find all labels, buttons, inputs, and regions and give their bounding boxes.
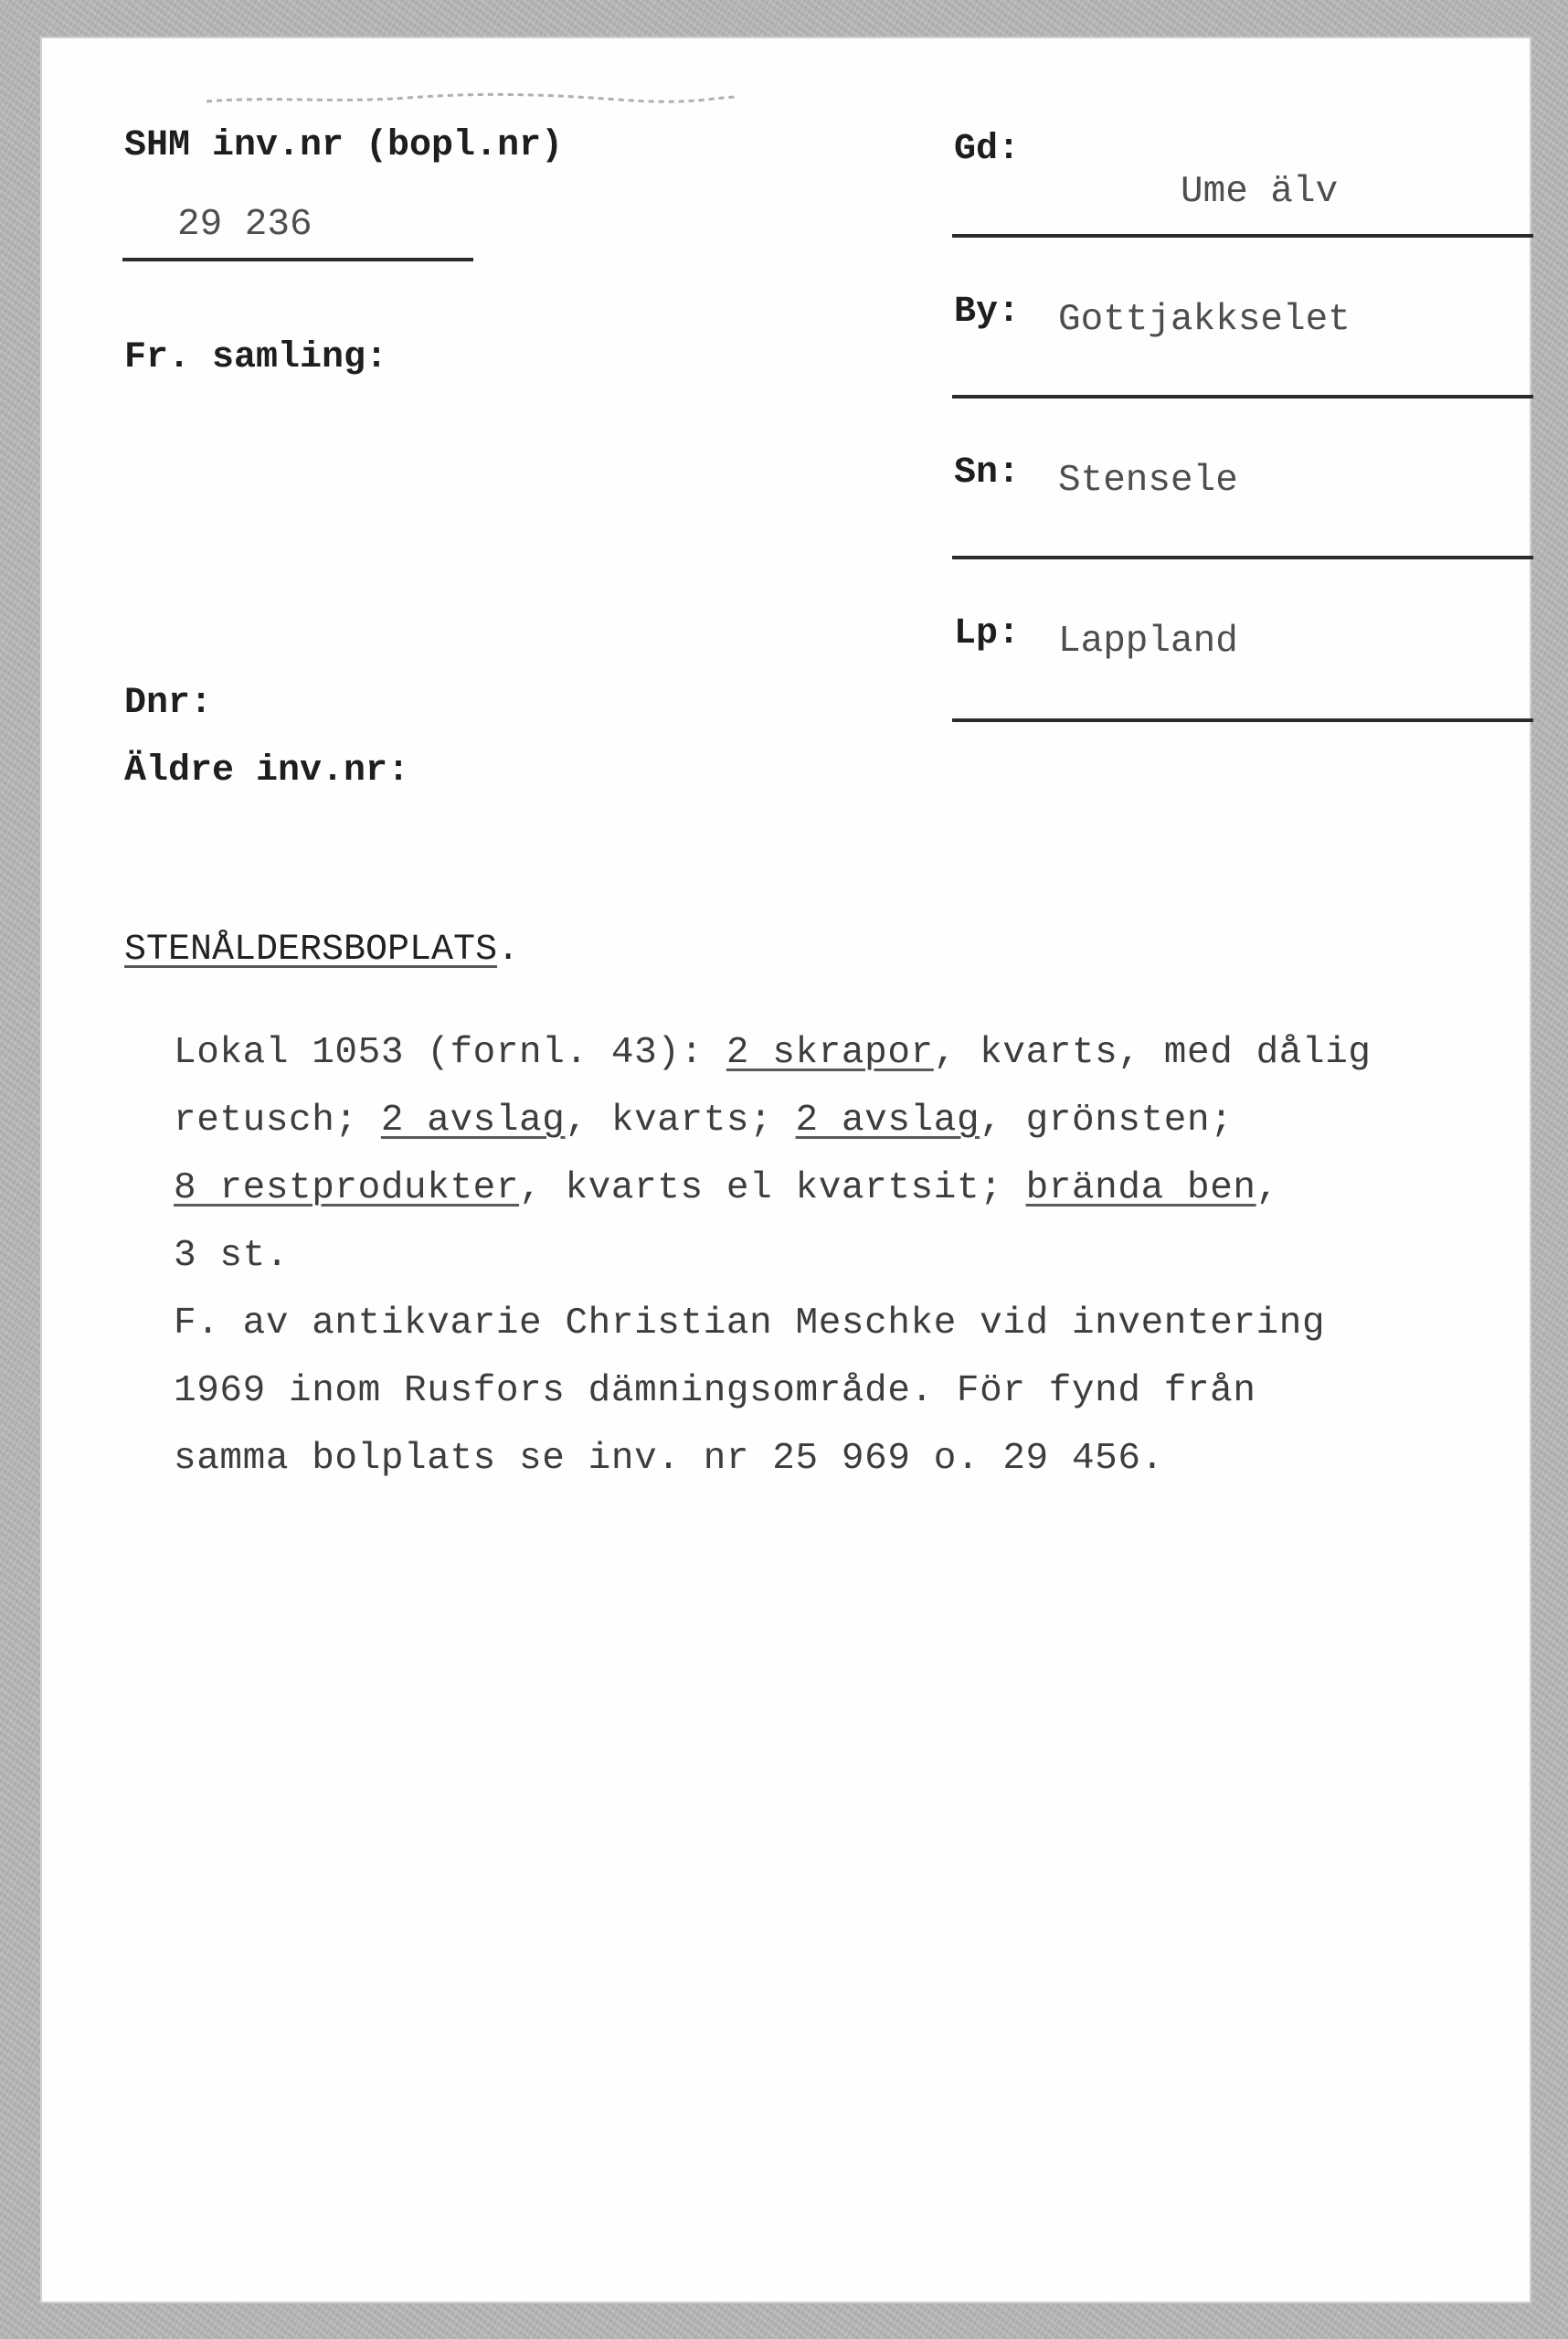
sn-rule: [952, 556, 1533, 559]
body-line-7: samma bolplats se inv. nr 25 969 o. 29 456.: [174, 1438, 1164, 1480]
body-line-1: [174, 1032, 1372, 1074]
lp-label: Lp:: [954, 613, 1021, 654]
fr-samling-label: Fr. samling:: [124, 337, 388, 378]
gd-label: Gd:: [954, 129, 1021, 170]
ink-smudge-mark: [197, 89, 746, 107]
dnr-label: Dnr:: [124, 683, 213, 724]
body-line-6: 1969 inom Rusfors dämningsområde. För fynd från: [174, 1370, 1256, 1412]
by-value: Gottjakkselet: [1058, 299, 1351, 341]
heading-text: STENÅLDERSBOPLATS: [124, 930, 498, 971]
body-line-1-text-b: , kvarts, med dålig: [933, 1032, 1372, 1074]
find-avslag-kvarts: 2 avslag: [380, 1100, 566, 1142]
inv-nr-rule: [122, 258, 473, 261]
find-avslag-gronsten: 2 avslag: [795, 1100, 980, 1142]
body-line-2-text-c: , grönsten;: [980, 1100, 1234, 1142]
inv-nr-label: SHM inv.nr (bopl.nr): [124, 125, 564, 166]
find-branda-ben: brända ben: [1025, 1167, 1256, 1209]
catalog-card: [40, 37, 1531, 2303]
body-line-2-text-b: , kvarts;: [565, 1100, 796, 1142]
body-line-3: [174, 1167, 1279, 1209]
sn-value: Stensele: [1058, 460, 1238, 502]
lp-rule: [952, 718, 1533, 722]
lp-value: Lappland: [1058, 621, 1238, 663]
inv-nr-value: 29 236: [177, 204, 313, 246]
by-rule: [952, 395, 1533, 399]
find-restprodukter: 8 restprodukter: [174, 1167, 520, 1209]
find-skrapor: 2 skrapor: [726, 1032, 934, 1074]
body-line-3-text-a: , kvarts el kvartsit;: [519, 1167, 1026, 1209]
body-line-3-text-b: ,: [1255, 1167, 1279, 1209]
body-line-5: F. av antikvarie Christian Meschke vid inventering: [174, 1302, 1326, 1345]
body-line-1-text-a: Lokal 1053 (fornl. 43):: [174, 1032, 726, 1074]
section-heading: [124, 932, 519, 969]
heading-period: .: [497, 930, 520, 971]
body-line-4: 3 st.: [174, 1235, 290, 1277]
body-line-2: [174, 1102, 1233, 1140]
aldre-inv-nr-label: Äldre inv.nr:: [124, 750, 410, 792]
sn-label: Sn:: [954, 452, 1021, 494]
body-line-2-text-a: retusch;: [174, 1100, 381, 1142]
gd-rule: [952, 234, 1533, 238]
gd-value: Ume älv: [1181, 171, 1339, 213]
by-label: By:: [954, 292, 1021, 333]
